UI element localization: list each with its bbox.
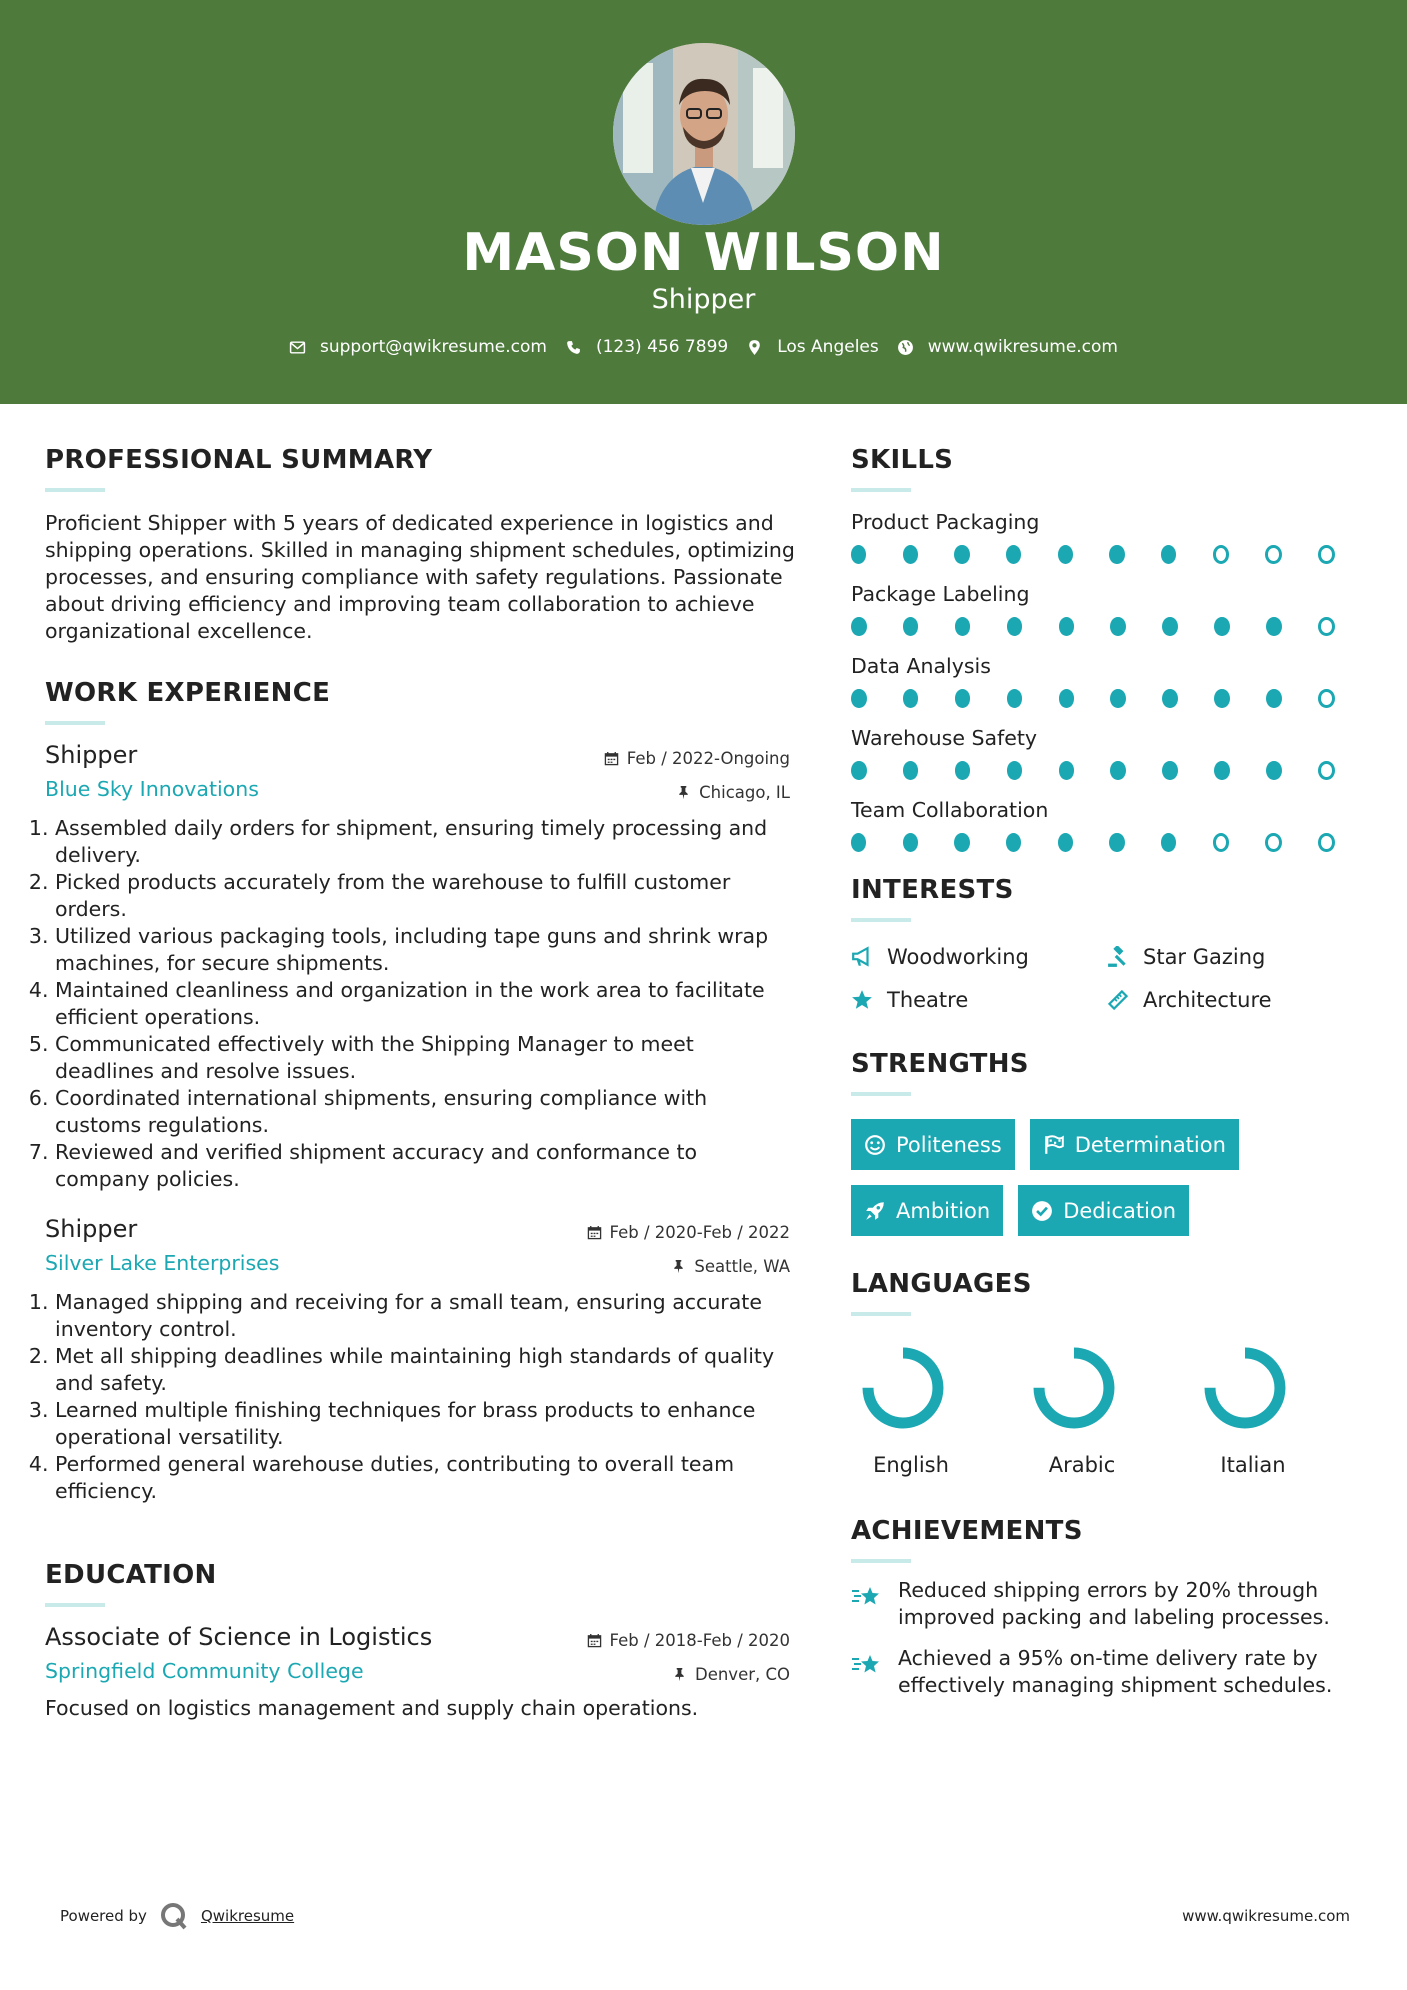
contact-email[interactable] (289, 337, 547, 357)
rating-dot-filled (1266, 689, 1282, 708)
envelope-icon (289, 339, 306, 356)
education-dates (587, 1631, 790, 1650)
rating-dot-filled (955, 617, 971, 636)
summary-text: Proficient Shipper with 5 years of dedicated experience in logistics and shipping operations. Skilled in managing shipment schedules, optimizing processes, and ensuring compliance with safety regulations. Passionate about driving efficiency and improving team collaboration to achieve organizational excellence. (45, 511, 795, 643)
rating-dot-filled (1162, 689, 1178, 708)
contact-location (746, 337, 879, 357)
rating-dot-filled (1006, 833, 1021, 852)
rating-dot-filled (1059, 761, 1075, 780)
rating-dot-filled (1214, 617, 1230, 636)
rating-dot-empty (1265, 545, 1282, 564)
strength-badge (1018, 1185, 1189, 1236)
calendar-icon (587, 1633, 602, 1648)
job-location-text: Chicago, IL (699, 783, 790, 802)
skill-rating (851, 545, 1371, 565)
school-name[interactable]: Springfield Community College (45, 1659, 364, 1683)
footer-url[interactable]: www.qwikresume.com (1182, 1907, 1350, 1925)
education-dates-text: Feb / 2018-Feb / 2020 (609, 1631, 790, 1650)
rating-dot-filled (955, 761, 971, 780)
job-location-text: Seattle, WA (694, 1257, 790, 1276)
languages-heading: LANGUAGES (851, 1269, 1032, 1299)
rating-dot-empty (1318, 761, 1335, 780)
section-divider (45, 488, 105, 492)
experience-section (45, 678, 790, 1505)
strengths-list (851, 1119, 1371, 1236)
skill-row (851, 654, 1371, 709)
skills-section (851, 445, 1371, 853)
list-item: 4. Maintained cleanliness and organization in the work area to facilitate efficient operations. (55, 977, 790, 1031)
rating-dot-filled (1059, 689, 1075, 708)
rating-dot-filled (903, 761, 919, 780)
interests-heading: INTERESTS (851, 875, 1014, 905)
rating-dot-filled (1162, 617, 1178, 636)
job-duties (37, 1289, 790, 1505)
left-column (45, 445, 795, 1722)
rating-dot-filled (851, 761, 867, 780)
summary-section (45, 445, 795, 645)
rating-dot-filled (903, 545, 918, 564)
job-dates-text: Feb / 2022-Ongoing (626, 749, 790, 768)
list-item: 2. Picked products accurately from the warehouse to fulfill customer orders. (55, 869, 790, 923)
brand-link[interactable]: Qwikresume (200, 1907, 295, 1925)
skill-rating (851, 689, 1371, 709)
job-dates (604, 749, 790, 768)
job-dates-text: Feb / 2020-Feb / 2022 (609, 1223, 790, 1242)
bullhorn-icon (851, 946, 873, 968)
rating-dot-filled (1109, 545, 1124, 564)
achievements-heading: ACHIEVEMENTS (851, 1516, 1083, 1546)
language-item (851, 1342, 1022, 1477)
rating-dot-empty (1318, 689, 1335, 708)
list-item: 4. Performed general warehouse duties, contributing to overall team efficiency. (55, 1451, 790, 1505)
skill-name: Package Labeling (851, 582, 1030, 606)
skill-rating (851, 833, 1371, 853)
section-divider (45, 1603, 105, 1607)
check-circle-icon (1031, 1200, 1053, 1222)
rating-dot-filled (1058, 545, 1073, 564)
achievement-item (851, 1645, 1371, 1699)
skill-name: Team Collaboration (851, 798, 1049, 822)
job-location (671, 1257, 790, 1276)
phone-text: (123) 456 7899 (595, 337, 729, 357)
interest-label: Theatre (887, 988, 969, 1012)
skill-name: Warehouse Safety (851, 726, 1038, 750)
strength-label: Politeness (896, 1132, 1002, 1157)
strength-label: Dedication (1063, 1198, 1177, 1223)
rating-dot-filled (1214, 689, 1230, 708)
job-duties (37, 815, 790, 1193)
languages-section (851, 1269, 1371, 1477)
language-name: English (873, 1453, 949, 1477)
rating-dot-filled (851, 545, 866, 564)
achievement-item (851, 1577, 1371, 1631)
interest-item (851, 988, 1107, 1012)
education-location-text: Denver, CO (694, 1665, 790, 1684)
rating-dot-filled (903, 617, 919, 636)
interests-section (851, 875, 1371, 1012)
language-item (1193, 1342, 1364, 1477)
rating-dot-empty (1213, 833, 1230, 852)
rating-dot-filled (954, 545, 969, 564)
rating-dot-filled (903, 833, 918, 852)
skill-rating (851, 617, 1371, 637)
rocket-icon (864, 1200, 886, 1222)
skill-row (851, 582, 1371, 637)
powered-by-label: Powered by (60, 1907, 147, 1925)
job-title: Shipper (45, 741, 138, 769)
pushpin-icon (671, 1259, 686, 1274)
job-dates (587, 1223, 790, 1242)
section-divider (851, 1312, 911, 1316)
list-item: 3. Learned multiple finishing techniques for brass products to enhance operational versatility. (55, 1397, 790, 1451)
candidate-name: MASON WILSON (462, 223, 945, 283)
pushpin-icon (676, 785, 691, 800)
rating-dot-filled (1007, 617, 1023, 636)
section-divider (851, 918, 911, 922)
rating-dot-empty (1213, 545, 1230, 564)
achievements-section (851, 1516, 1371, 1699)
language-progress-arc (1210, 1353, 1280, 1423)
flag-icon (1043, 1134, 1065, 1156)
interest-label: Star Gazing (1143, 945, 1266, 969)
job-location (676, 783, 790, 802)
globe-icon (897, 339, 914, 356)
education-location (672, 1665, 790, 1684)
list-item: 1. Managed shipping and receiving for a small team, ensuring accurate inventory control. (55, 1289, 790, 1343)
education-section (45, 1560, 790, 1722)
ruler-icon (1107, 989, 1129, 1011)
rating-dot-filled (1109, 833, 1124, 852)
rating-dot-filled (851, 617, 867, 636)
rating-dot-filled (851, 833, 866, 852)
rating-dot-empty (1318, 833, 1335, 852)
footer (60, 1901, 1350, 1931)
rating-dot-filled (1007, 761, 1023, 780)
rating-dot-empty (1265, 833, 1282, 852)
rating-dot-filled (1161, 545, 1176, 564)
gavel-icon (1107, 946, 1129, 968)
list-item: 7. Reviewed and verified shipment accuracy and conformance to company policies. (55, 1139, 790, 1193)
skill-row (851, 726, 1371, 781)
achievement-text: Achieved a 95% on-time delivery rate by effectively managing shipment schedules. (898, 1646, 1333, 1697)
phone-icon (565, 339, 582, 356)
rating-dot-empty (1318, 545, 1335, 564)
strength-label: Ambition (896, 1198, 991, 1223)
pushpin-icon (672, 1667, 687, 1682)
interests-list (851, 945, 1371, 1012)
skills-heading: SKILLS (851, 445, 954, 475)
list-item: 2. Met all shipping deadlines while maintaining high standards of quality and safety. (55, 1343, 790, 1397)
section-divider (45, 721, 105, 725)
language-progress-ring (1199, 1342, 1291, 1434)
strength-badge (1030, 1119, 1239, 1170)
list-item: 1. Assembled daily orders for shipment, ensuring timely processing and delivery. (55, 815, 790, 869)
rating-dot-filled (1006, 545, 1021, 564)
interest-label: Architecture (1143, 988, 1272, 1012)
language-item (1022, 1342, 1193, 1477)
rating-dot-filled (954, 833, 969, 852)
rating-dot-filled (1266, 617, 1282, 636)
list-item: 3. Utilized various packaging tools, including tape guns and shrink wrap machines, for secure shipments. (55, 923, 790, 977)
right-column (851, 445, 1371, 1699)
star-icon (851, 989, 873, 1011)
achievement-text: Reduced shipping errors by 20% through improved packing and labeling processes. (898, 1578, 1330, 1629)
interest-label: Woodworking (887, 945, 1029, 969)
skill-row (851, 510, 1371, 565)
rating-dot-filled (1058, 833, 1073, 852)
shooting-star-icon (851, 1649, 883, 1681)
list-item: 6. Coordinated international shipments, ensuring compliance with customs regulations. (55, 1085, 790, 1139)
interest-item (1107, 945, 1337, 969)
language-progress-arc (1039, 1353, 1109, 1423)
section-divider (851, 1559, 911, 1563)
job-title: Shipper (45, 1215, 138, 1243)
email-text: support@qwikresume.com (320, 337, 547, 357)
section-divider (851, 488, 911, 492)
education-entry (45, 1623, 790, 1722)
rating-dot-filled (955, 689, 971, 708)
skill-name: Product Packaging (851, 510, 1040, 534)
contact-bar (0, 337, 1407, 357)
company-name[interactable]: Silver Lake Enterprises (45, 1251, 280, 1275)
map-pin-icon (746, 339, 763, 356)
powered-by (60, 1901, 294, 1931)
rating-dot-filled (1161, 833, 1176, 852)
skills-list (851, 510, 1371, 853)
education-heading: EDUCATION (45, 1560, 217, 1590)
strength-badge (851, 1119, 1015, 1170)
profile-photo (613, 43, 795, 225)
rating-dot-empty (1318, 617, 1335, 636)
section-divider (851, 1092, 911, 1096)
smile-icon (864, 1134, 886, 1156)
strength-label: Determination (1074, 1132, 1226, 1157)
rating-dot-filled (1266, 761, 1282, 780)
language-progress-ring (1028, 1342, 1120, 1434)
rating-dot-filled (1110, 761, 1126, 780)
calendar-icon (604, 751, 619, 766)
candidate-role: Shipper (651, 284, 756, 315)
rating-dot-filled (1110, 689, 1126, 708)
shooting-star-icon (851, 1581, 883, 1613)
language-progress-arc (868, 1353, 938, 1423)
job-entry (45, 741, 790, 1193)
education-description: Focused on logistics management and supply chain operations. (45, 1696, 699, 1720)
rating-dot-filled (1162, 761, 1178, 780)
company-name[interactable]: Blue Sky Innovations (45, 777, 259, 801)
languages-list (851, 1342, 1371, 1477)
list-item: 5. Communicated effectively with the Shipping Manager to meet deadlines and resolve issues. (55, 1031, 790, 1085)
qwikresume-logo-icon (159, 1901, 189, 1931)
rating-dot-filled (1214, 761, 1230, 780)
interest-item (1107, 988, 1337, 1012)
rating-dot-filled (1110, 617, 1126, 636)
interest-item (851, 945, 1107, 969)
contact-website[interactable] (897, 337, 1118, 357)
calendar-icon (587, 1225, 602, 1240)
degree-title: Associate of Science in Logistics (45, 1623, 433, 1651)
contact-phone[interactable] (565, 337, 728, 357)
rating-dot-filled (851, 689, 867, 708)
job-entry (45, 1215, 790, 1505)
experience-heading: WORK EXPERIENCE (45, 678, 331, 708)
summary-heading: PROFESSIONAL SUMMARY (45, 445, 433, 475)
language-progress-ring (857, 1342, 949, 1434)
skill-rating (851, 761, 1371, 781)
language-name: Arabic (1048, 1453, 1116, 1477)
skill-row (851, 798, 1371, 853)
website-text: www.qwikresume.com (927, 337, 1118, 357)
rating-dot-filled (903, 689, 919, 708)
skill-name: Data Analysis (851, 654, 991, 678)
strengths-heading: STRENGTHS (851, 1049, 1029, 1079)
language-name: Italian (1220, 1453, 1286, 1477)
location-text: Los Angeles (777, 337, 879, 357)
strength-badge (851, 1185, 1003, 1236)
strengths-section (851, 1049, 1371, 1236)
rating-dot-filled (1007, 689, 1023, 708)
rating-dot-filled (1059, 617, 1075, 636)
header (0, 0, 1407, 404)
